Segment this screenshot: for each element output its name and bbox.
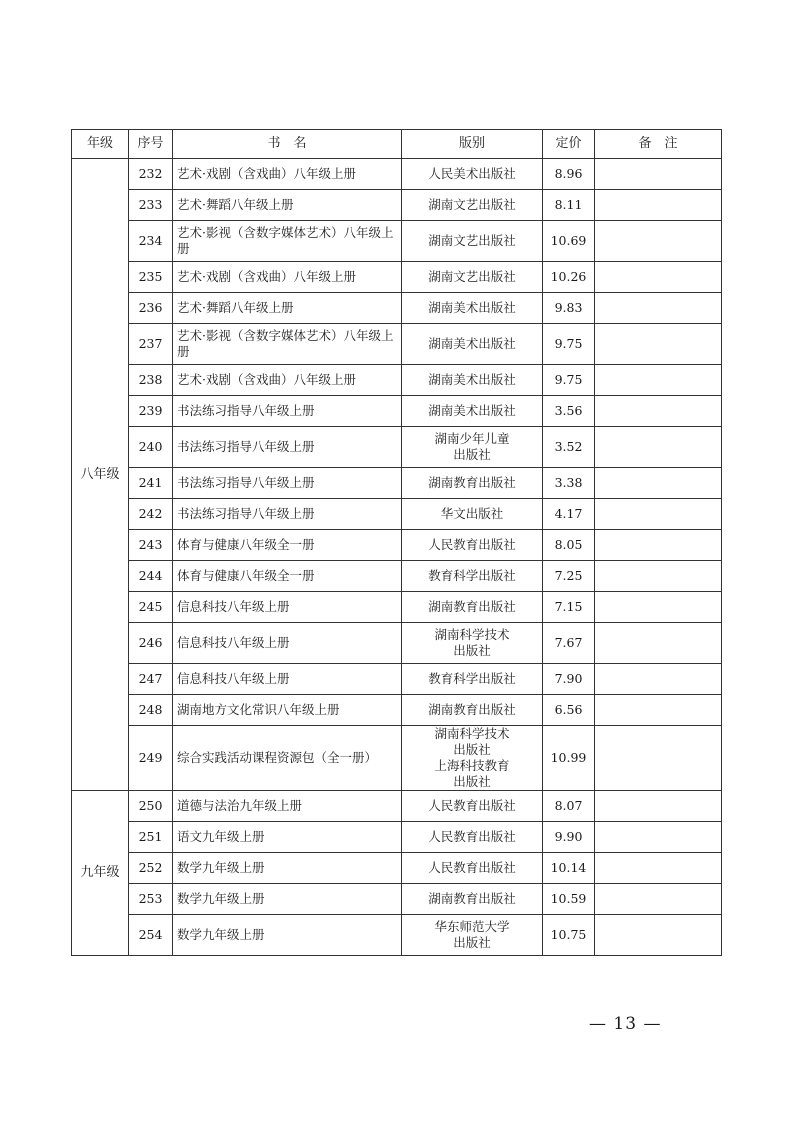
table-row [72, 530, 722, 561]
note-cell [595, 530, 722, 561]
note-cell [595, 884, 722, 915]
note-cell [595, 561, 722, 592]
title-cell: 艺术·舞蹈八年级上册 [173, 190, 402, 221]
publisher-line: 出版社 [453, 935, 491, 950]
publisher-line: 人民教育出版社 [428, 860, 516, 875]
publisher-line: 湖南美术出版社 [428, 372, 516, 387]
note-cell [595, 396, 722, 427]
publisher-cell [402, 365, 543, 396]
note-cell [595, 262, 722, 293]
note-cell [595, 726, 722, 791]
table-body [72, 159, 722, 956]
table-row [72, 190, 722, 221]
price-cell: 8.07 [543, 791, 595, 822]
publisher-line: 湖南美术出版社 [428, 403, 516, 418]
title-cell: 信息科技八年级上册 [173, 592, 402, 623]
publisher-line: 教育科学出版社 [428, 568, 516, 583]
publisher-cell [402, 396, 543, 427]
publisher-line: 出版社 [453, 447, 491, 462]
publisher-cell [402, 530, 543, 561]
price-cell: 4.17 [543, 499, 595, 530]
table-row [72, 791, 722, 822]
price-cell: 7.15 [543, 592, 595, 623]
seq-cell: 248 [129, 695, 173, 726]
seq-cell: 241 [129, 468, 173, 499]
header-row [72, 130, 722, 159]
price-cell: 9.83 [543, 293, 595, 324]
note-cell [595, 623, 722, 664]
note-cell [595, 190, 722, 221]
table-row [72, 159, 722, 190]
publisher-line: 湖南科学技术 [434, 627, 510, 642]
price-cell: 3.38 [543, 468, 595, 499]
publisher-cell [402, 159, 543, 190]
price-cell: 9.90 [543, 822, 595, 853]
publisher-line: 出版社 [453, 742, 491, 757]
title-cell: 信息科技八年级上册 [173, 664, 402, 695]
publisher-cell [402, 695, 543, 726]
publisher-cell [402, 221, 543, 262]
price-cell: 3.52 [543, 427, 595, 468]
table-row [72, 695, 722, 726]
publisher-cell [402, 293, 543, 324]
price-cell: 10.59 [543, 884, 595, 915]
table-row [72, 853, 722, 884]
price-cell: 8.96 [543, 159, 595, 190]
title-cell: 书法练习指导八年级上册 [173, 427, 402, 468]
title-cell: 体育与健康八年级全一册 [173, 530, 402, 561]
seq-cell: 239 [129, 396, 173, 427]
publisher-cell [402, 884, 543, 915]
table-row [72, 623, 722, 664]
table-row [72, 822, 722, 853]
publisher-line: 教育科学出版社 [428, 671, 516, 686]
publisher-cell [402, 324, 543, 365]
header-price: 定价 [543, 130, 595, 159]
note-cell [595, 695, 722, 726]
seq-cell: 251 [129, 822, 173, 853]
title-cell: 艺术·影视（含数字媒体艺术）八年级上册 [173, 324, 402, 365]
seq-cell: 254 [129, 915, 173, 956]
note-cell [595, 159, 722, 190]
note-cell [595, 324, 722, 365]
publisher-line: 湖南教育出版社 [428, 475, 516, 490]
header-note: 备 注 [595, 130, 722, 159]
price-cell: 10.26 [543, 262, 595, 293]
title-cell: 数学九年级上册 [173, 915, 402, 956]
seq-cell: 246 [129, 623, 173, 664]
publisher-cell [402, 664, 543, 695]
price-cell: 10.99 [543, 726, 595, 791]
header-seq: 序号 [129, 130, 173, 159]
note-cell [595, 365, 722, 396]
note-cell [595, 221, 722, 262]
table-row [72, 262, 722, 293]
table-row [72, 561, 722, 592]
title-cell: 湖南地方文化常识八年级上册 [173, 695, 402, 726]
seq-cell: 240 [129, 427, 173, 468]
table-row [72, 293, 722, 324]
title-cell: 艺术·影视（含数字媒体艺术）八年级上册 [173, 221, 402, 262]
price-cell: 7.67 [543, 623, 595, 664]
publisher-cell [402, 592, 543, 623]
title-cell: 艺术·戏剧（含戏曲）八年级上册 [173, 262, 402, 293]
price-cell: 3.56 [543, 396, 595, 427]
header-title: 书 名 [173, 130, 402, 159]
publisher-line: 湖南科学技术 [434, 726, 510, 741]
seq-cell: 237 [129, 324, 173, 365]
note-cell [595, 427, 722, 468]
title-cell: 道德与法治九年级上册 [173, 791, 402, 822]
title-cell: 艺术·舞蹈八年级上册 [173, 293, 402, 324]
publisher-cell [402, 623, 543, 664]
table-row [72, 884, 722, 915]
header-publisher: 版别 [402, 130, 543, 159]
publisher-line: 湖南美术出版社 [428, 336, 516, 351]
publisher-line: 湖南少年儿童 [434, 431, 510, 446]
publisher-line: 湖南美术出版社 [428, 300, 516, 315]
seq-cell: 238 [129, 365, 173, 396]
price-cell: 10.75 [543, 915, 595, 956]
seq-cell: 244 [129, 561, 173, 592]
publisher-line: 湖南文艺出版社 [428, 197, 516, 212]
note-cell [595, 853, 722, 884]
title-cell: 语文九年级上册 [173, 822, 402, 853]
price-cell: 9.75 [543, 365, 595, 396]
publisher-cell [402, 791, 543, 822]
header-grade: 年级 [72, 130, 129, 159]
publisher-cell [402, 468, 543, 499]
title-cell: 数学九年级上册 [173, 884, 402, 915]
seq-cell: 250 [129, 791, 173, 822]
note-cell [595, 791, 722, 822]
title-cell: 数学九年级上册 [173, 853, 402, 884]
grade-cell: 八年级 [72, 159, 129, 791]
price-cell: 6.56 [543, 695, 595, 726]
price-cell: 7.90 [543, 664, 595, 695]
table-row [72, 499, 722, 530]
note-cell [595, 499, 722, 530]
table-row [72, 468, 722, 499]
publisher-line: 湖南教育出版社 [428, 891, 516, 906]
publisher-cell [402, 726, 543, 791]
seq-cell: 247 [129, 664, 173, 695]
table-row [72, 221, 722, 262]
note-cell [595, 664, 722, 695]
title-cell: 书法练习指导八年级上册 [173, 499, 402, 530]
title-cell: 艺术·戏剧（含戏曲）八年级上册 [173, 159, 402, 190]
price-cell: 10.69 [543, 221, 595, 262]
table-row [72, 592, 722, 623]
grade-cell: 九年级 [72, 791, 129, 956]
publisher-line: 湖南文艺出版社 [428, 233, 516, 248]
note-cell [595, 468, 722, 499]
publisher-cell [402, 499, 543, 530]
seq-cell: 236 [129, 293, 173, 324]
publisher-line: 湖南教育出版社 [428, 599, 516, 614]
publisher-line: 人民教育出版社 [428, 537, 516, 552]
seq-cell: 233 [129, 190, 173, 221]
seq-cell: 252 [129, 853, 173, 884]
publisher-cell [402, 561, 543, 592]
table-row [72, 324, 722, 365]
seq-cell: 249 [129, 726, 173, 791]
seq-cell: 243 [129, 530, 173, 561]
seq-cell: 245 [129, 592, 173, 623]
price-cell: 8.11 [543, 190, 595, 221]
publisher-line: 华东师范大学 [434, 919, 510, 934]
price-cell: 10.14 [543, 853, 595, 884]
seq-cell: 232 [129, 159, 173, 190]
note-cell [595, 822, 722, 853]
title-cell: 信息科技八年级上册 [173, 623, 402, 664]
table-row [72, 365, 722, 396]
title-cell: 体育与健康八年级全一册 [173, 561, 402, 592]
price-cell: 7.25 [543, 561, 595, 592]
publisher-line: 出版社 [453, 774, 491, 789]
publisher-line: 上海科技教育 [434, 758, 510, 773]
title-cell: 书法练习指导八年级上册 [173, 468, 402, 499]
table-row [72, 915, 722, 956]
publisher-line: 出版社 [453, 643, 491, 658]
publisher-cell [402, 822, 543, 853]
price-cell: 8.05 [543, 530, 595, 561]
table-row [72, 396, 722, 427]
publisher-line: 人民教育出版社 [428, 829, 516, 844]
seq-cell: 253 [129, 884, 173, 915]
publisher-line: 人民美术出版社 [428, 166, 516, 181]
table-row [72, 726, 722, 791]
note-cell [595, 293, 722, 324]
price-cell: 9.75 [543, 324, 595, 365]
publisher-cell [402, 915, 543, 956]
publisher-line: 华文出版社 [440, 506, 504, 521]
publisher-line: 人民教育出版社 [428, 798, 516, 813]
table-row [72, 427, 722, 468]
seq-cell: 234 [129, 221, 173, 262]
page-number: — 13 — [589, 1014, 662, 1034]
seq-cell: 235 [129, 262, 173, 293]
title-cell: 艺术·戏剧（含戏曲）八年级上册 [173, 365, 402, 396]
publisher-cell [402, 853, 543, 884]
note-cell [595, 915, 722, 956]
table-row [72, 664, 722, 695]
publisher-line: 湖南教育出版社 [428, 702, 516, 717]
title-cell: 书法练习指导八年级上册 [173, 396, 402, 427]
publisher-cell [402, 262, 543, 293]
title-cell: 综合实践活动课程资源包（全一册） [173, 726, 402, 791]
publisher-cell [402, 427, 543, 468]
publisher-line: 湖南文艺出版社 [428, 269, 516, 284]
note-cell [595, 592, 722, 623]
publisher-cell [402, 190, 543, 221]
textbook-catalog-table [71, 129, 722, 956]
seq-cell: 242 [129, 499, 173, 530]
